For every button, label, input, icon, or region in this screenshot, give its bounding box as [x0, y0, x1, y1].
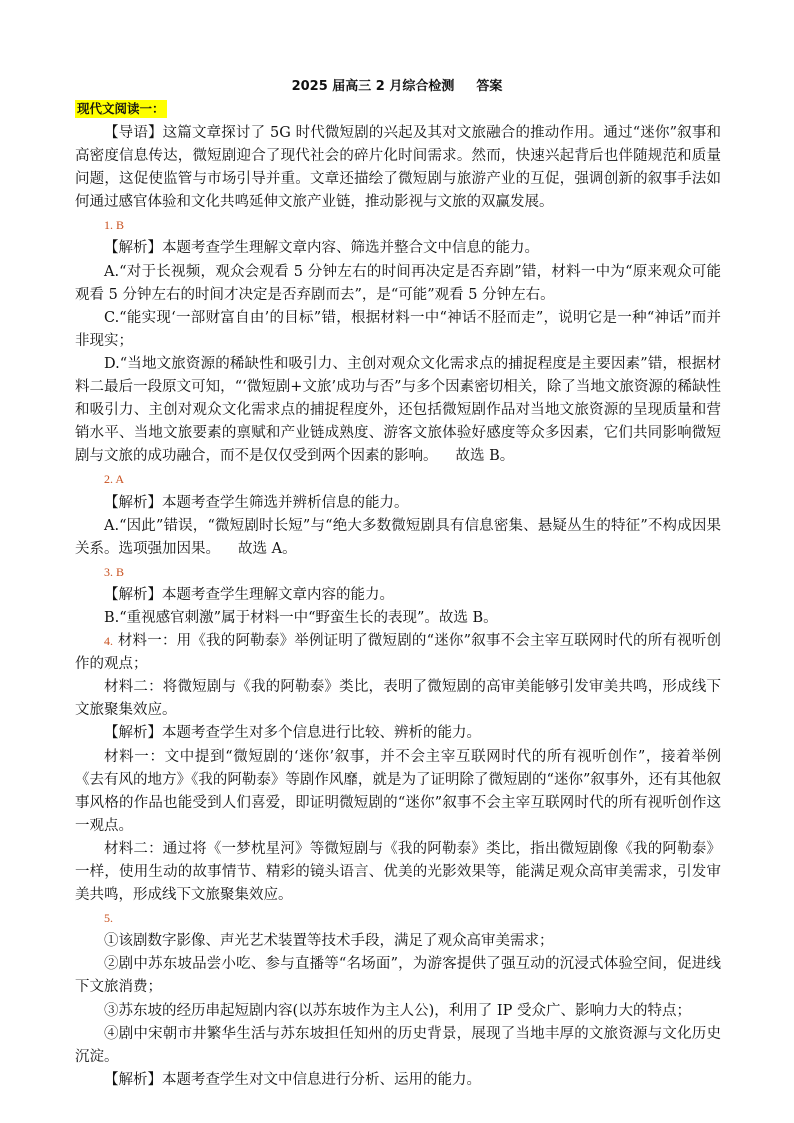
- q5-point-4: ④剧中宋朝市井繁华生活与苏东坡担任知州的历史背景，展现了当地丰厚的文旅资源与文化历史沉淀。: [75, 1025, 721, 1065]
- q4-analysis: 【解析】本题考查学生对多个信息进行比较、辨析的能力。: [104, 725, 481, 742]
- q3-number: 3. B: [104, 564, 125, 579]
- q2-number: 2. A: [104, 472, 125, 487]
- q5-analysis: 【解析】本题考查学生对文中信息进行分析、运用的能力。: [104, 1071, 481, 1088]
- q1-analysis: 【解析】本题考查学生理解文章内容、筛选并整合文中信息的能力。: [104, 240, 539, 257]
- title-suffix: 答案: [476, 79, 503, 94]
- q1-option-c: C.“能实现‘一部财富自由’的目标”错，根据材料一中“神话不胫而走”，说明它是一种“神话”而并非现实；: [75, 309, 721, 349]
- answer-body: [75, 122, 721, 1092]
- q5-point-3: ③苏东坡的经历串起短剧内容(以苏东坡作为主人公)，利用了 IP 受众广、影响力大的特点；: [104, 1002, 692, 1019]
- q5-point-2: ②剧中苏东坡品尝小吃、参与直播等“名场面”，为游客提供了强互动的沉浸式体验空间，促进线下文旅消费；: [75, 956, 721, 996]
- section-heading: 现代文阅读一：: [77, 101, 165, 116]
- q1-option-d: D.“当地文旅资源的稀缺性和吸引力、主创对观众文化需求点的捕捉程度是主要因素”错，根据材料二最后一段原文可知，“‘微短剧+文旅’成功与否”与多个因素密切相关，除了当地文旅资源的稀缺性和吸引力、主创对观众文化需求点的捕捉程度外，还包括微短剧作品对当地文旅资源的呈现质量和营销水平、当地文旅要素的禀赋和产业链成熟度、游客文旅体验好感度等众多因素，它们共同影响微短剧与文旅的成功融合，而不是仅仅受到两个因素的影响。 故选 B。: [75, 355, 721, 465]
- q3-analysis: 【解析】本题考查学生理解文章内容的能力。: [104, 586, 394, 603]
- q2-option-a: A.“因此”错误，“微短剧时长短”与“绝大多数微短剧具有信息密集、悬疑丛生的特征”不构成因果关系。选项强加因果。 故选 A。: [75, 517, 721, 557]
- q5-number: 5.: [104, 911, 113, 926]
- q5-point-1: ①该剧数字影像、声光艺术装置等技术手段，满足了观众高审美需求；: [104, 933, 554, 950]
- document-title: [0, 77, 794, 97]
- q3-option-b: B.“重视感官刺激”属于材料一中“野蛮生长的表现”。故选 B。: [104, 609, 498, 626]
- q2-analysis: 【解析】本题考查学生筛选并辨析信息的能力。: [104, 494, 409, 511]
- q1-option-a: A.“对于长视频，观众会观看 5 分钟左右的时间再决定是否弃剧”错，材料一中为“原来观众可能观看 5 分钟左右的时间才决定是否弃剧而去”，是“可能”观看 5 分钟左右。: [75, 263, 721, 303]
- q2-answer: 故选 A。: [238, 540, 297, 557]
- q4-explain-1: 材料一：文中提到“微短剧的‘迷你’叙事，并不会主宰互联网时代的所有视听创作”，接着举例《去有风的地方》《我的阿勒泰》等剧作风靡，就是为了证明除了微短剧的“迷你”叙事外，还有其他叙事风格的作品也能受到人们喜爱，即证明微短剧的“迷你”叙事不会主宰互联网时代的所有视听创作这一观点。: [75, 748, 721, 834]
- q4-material-1: 4. 材料一：用《我的阿勒泰》举例证明了微短剧的“迷你”叙事不会主宰互联网时代的所有视听创作的观点；: [75, 633, 722, 673]
- guide-paragraph: 【导语】这篇文章探讨了 5G 时代微短剧的兴起及其对文旅融合的推动作用。通过“迷你”叙事和高密度信息传达，微短剧迎合了现代社会的碎片化时间需求。然而，快速兴起背后也伴随规范和质量问题，这促使监管与市场引导并重。文章还描绘了微短剧与旅游产业的互促，强调创新的叙事手法如何通过感官体验和文化共鸣延伸文旅产业链，推动影视与文旅的双赢发展。: [75, 125, 721, 211]
- q4-explain-2: 材料二：通过将《一梦枕星河》等微短剧与《我的阿勒泰》类比，指出微短剧像《我的阿勒泰》一样，使用生动的故事情节、精彩的镜头语言、优美的光影效果等，能满足观众高审美需求，引发审美共鸣，形成线下文旅聚集效应。: [75, 840, 721, 904]
- q1-answer: 故选 B。: [455, 448, 515, 465]
- title-main: 2025 届高三 2 月综合检测: [291, 79, 455, 94]
- q1-number: 1. B: [104, 218, 125, 233]
- q4-material-2: 材料二：将微短剧与《我的阿勒泰》类比，表明了微短剧的高审美能够引发审美共鸣，形成线下文旅聚集效应。: [75, 679, 721, 719]
